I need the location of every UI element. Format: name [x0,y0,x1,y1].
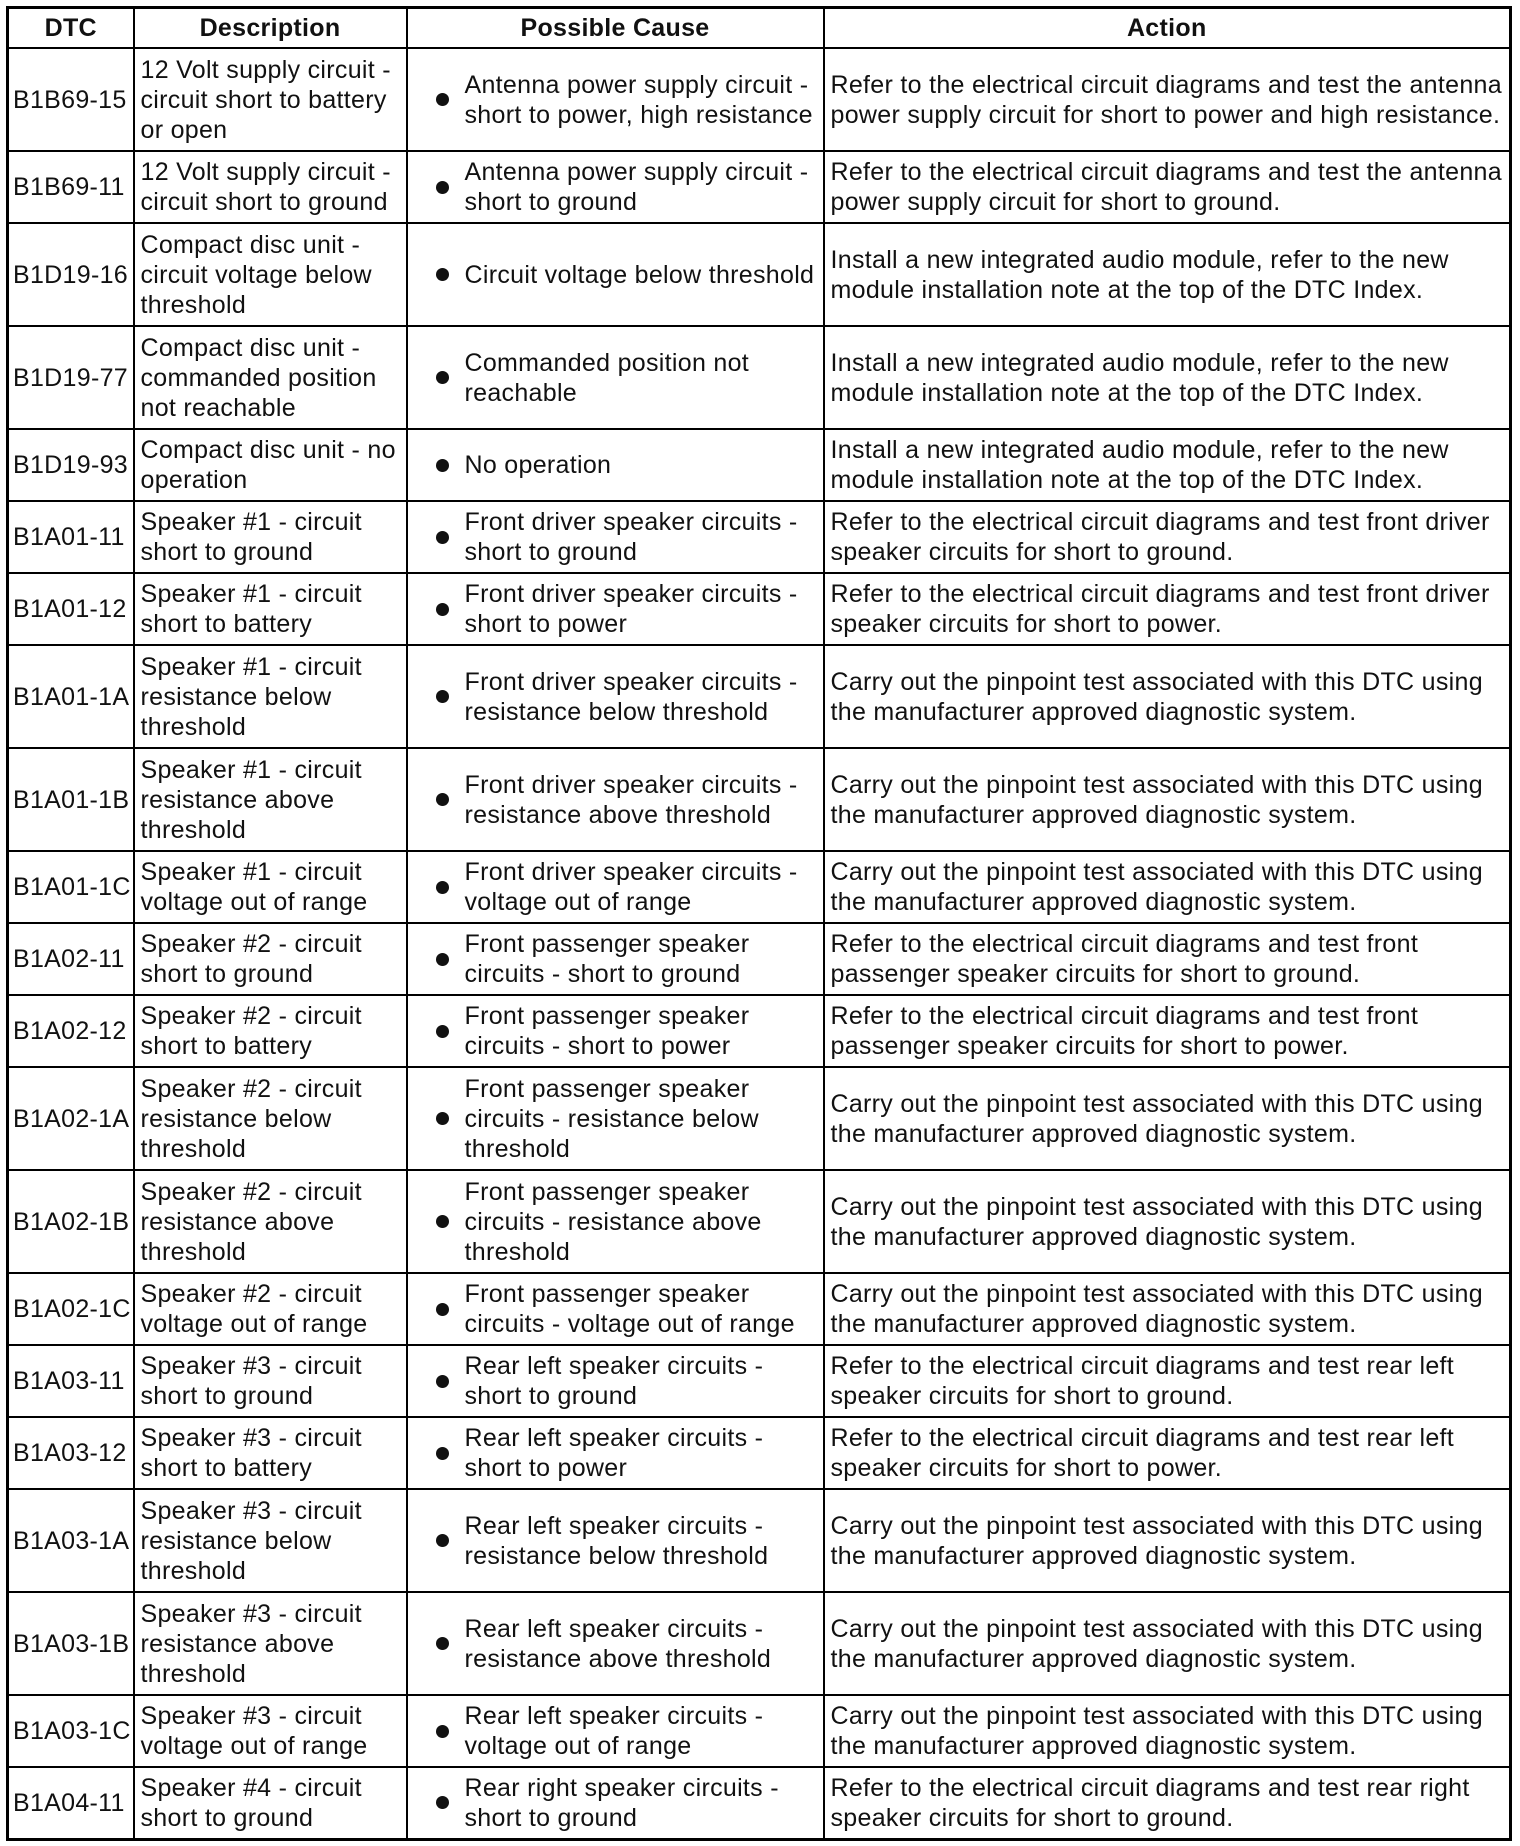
dtc-code: B1A01-12 [8,573,134,645]
action: Refer to the electrical circuit diagrams and test front driver speaker circuits for short to ground. [824,501,1511,573]
possible-cause-cell [407,923,824,995]
header-action: Action [824,8,1511,49]
dtc-description: Speaker #3 - circuit resistance below threshold [134,1489,407,1592]
header-dtc: DTC [8,8,134,49]
dtc-code: B1A03-11 [8,1345,134,1417]
possible-cause: Rear left speaker circuits - voltage out of range [464,1702,764,1760]
dtc-description: Speaker #2 - circuit short to battery [134,995,407,1067]
action: Refer to the electrical circuit diagrams and test rear left speaker circuits for short to ground. [824,1345,1511,1417]
possible-cause: Rear left speaker circuits - short to power [464,1424,764,1482]
possible-cause: Circuit voltage below threshold [464,260,815,289]
possible-cause: Front passenger speaker circuits - voltage out of range [464,1280,795,1338]
dtc-code: B1A02-11 [8,923,134,995]
possible-cause: Front driver speaker circuits - resistance below threshold [464,667,798,726]
cause-bullet-item [414,1423,817,1483]
dtc-description: 12 Volt supply circuit - circuit short to ground [134,151,407,223]
possible-cause-cell [407,645,824,748]
bullet-icon [436,953,449,966]
possible-cause: Front passenger speaker circuits - short to ground [464,930,750,988]
possible-cause-cell [407,1273,824,1345]
table-row [8,573,1511,645]
cause-bullet-item [414,1177,817,1267]
dtc-table [6,6,1512,1841]
bullet-icon [436,371,449,384]
possible-cause-cell [407,1067,824,1170]
cause-bullet-item [414,1773,817,1833]
dtc-description: Speaker #2 - circuit resistance below threshold [134,1067,407,1170]
cause-bullet-item [414,1001,817,1061]
table-row [8,429,1511,501]
bullet-icon [436,690,449,703]
table-row [8,1489,1511,1592]
cause-bullet-item [414,929,817,989]
dtc-code: B1A01-1A [8,645,134,748]
dtc-code: B1B69-11 [8,151,134,223]
action: Carry out the pinpoint test associated with this DTC using the manufacturer approved diagnostic system. [824,851,1511,923]
dtc-code: B1A03-1B [8,1592,134,1695]
action: Refer to the electrical circuit diagrams and test the antenna power supply circuit for short to power and high resistance. [824,48,1511,151]
possible-cause: Rear left speaker circuits - short to ground [464,1352,764,1410]
possible-cause-cell [407,1345,824,1417]
dtc-description: Speaker #4 - circuit short to ground [134,1767,407,1839]
dtc-code: B1D19-93 [8,429,134,501]
action: Install a new integrated audio module, refer to the new module installation note at the top of the DTC Index. [824,223,1511,326]
bullet-icon [436,1215,449,1228]
dtc-code: B1A01-1C [8,851,134,923]
cause-bullet-item [414,579,817,639]
possible-cause-cell [407,48,824,151]
table-row [8,995,1511,1067]
possible-cause-cell [407,1417,824,1489]
possible-cause-cell [407,1592,824,1695]
dtc-code: B1A02-12 [8,995,134,1067]
action: Refer to the electrical circuit diagrams and test front passenger speaker circuits for short to power. [824,995,1511,1067]
dtc-code: B1A03-1C [8,1695,134,1767]
dtc-code: B1B69-15 [8,48,134,151]
action: Refer to the electrical circuit diagrams and test front passenger speaker circuits for short to ground. [824,923,1511,995]
dtc-code: B1A01-1B [8,748,134,851]
possible-cause: Front passenger speaker circuits - short to power [464,1002,750,1060]
possible-cause-cell [407,223,824,326]
table-row [8,645,1511,748]
dtc-code: B1A02-1B [8,1170,134,1273]
action: Carry out the pinpoint test associated with this DTC using the manufacturer approved diagnostic system. [824,748,1511,851]
possible-cause-cell [407,151,824,223]
action: Refer to the electrical circuit diagrams and test front driver speaker circuits for short to power. [824,573,1511,645]
possible-cause-cell [407,851,824,923]
dtc-description: Speaker #1 - circuit resistance below threshold [134,645,407,748]
possible-cause-cell [407,573,824,645]
table-row [8,1417,1511,1489]
action: Carry out the pinpoint test associated with this DTC using the manufacturer approved diagnostic system. [824,1695,1511,1767]
table-row [8,501,1511,573]
bullet-icon [436,531,449,544]
bullet-icon [436,1025,449,1038]
dtc-description: 12 Volt supply circuit - circuit short to battery or open [134,48,407,151]
bullet-icon [436,1303,449,1316]
possible-cause: Rear left speaker circuits - resistance below threshold [464,1511,769,1570]
header-description: Description [134,8,407,49]
bullet-icon [436,459,449,472]
table-row [8,151,1511,223]
possible-cause: Front passenger speaker circuits - resistance above threshold [464,1177,762,1266]
cause-bullet-item [414,667,817,727]
cause-bullet-item [414,857,817,917]
dtc-description: Speaker #1 - circuit resistance above threshold [134,748,407,851]
cause-bullet-item [414,450,817,480]
cause-bullet-item [414,1511,817,1571]
action: Carry out the pinpoint test associated with this DTC using the manufacturer approved diagnostic system. [824,645,1511,748]
bullet-icon [436,1534,449,1547]
action: Refer to the electrical circuit diagrams and test the antenna power supply circuit for short to ground. [824,151,1511,223]
action: Refer to the electrical circuit diagrams and test rear left speaker circuits for short to power. [824,1417,1511,1489]
possible-cause: Antenna power supply circuit - short to power, high resistance [464,70,813,129]
table-row [8,223,1511,326]
table-header-row [8,8,1511,49]
dtc-description: Speaker #2 - circuit resistance above threshold [134,1170,407,1273]
dtc-description: Compact disc unit - circuit voltage below threshold [134,223,407,326]
action: Install a new integrated audio module, refer to the new module installation note at the top of the DTC Index. [824,326,1511,429]
header-possible-cause: Possible Cause [407,8,824,49]
dtc-description: Speaker #1 - circuit short to ground [134,501,407,573]
bullet-icon [436,1375,449,1388]
bullet-icon [436,603,449,616]
cause-bullet-item [414,157,817,217]
possible-cause-cell [407,1170,824,1273]
cause-bullet-item [414,1701,817,1761]
dtc-description: Speaker #1 - circuit short to battery [134,573,407,645]
dtc-code: B1A03-12 [8,1417,134,1489]
dtc-code: B1D19-77 [8,326,134,429]
dtc-description: Compact disc unit - no operation [134,429,407,501]
possible-cause-cell [407,501,824,573]
possible-cause: Antenna power supply circuit - short to ground [464,158,809,216]
possible-cause: Front passenger speaker circuits - resistance below threshold [464,1074,759,1163]
action: Carry out the pinpoint test associated with this DTC using the manufacturer approved diagnostic system. [824,1067,1511,1170]
dtc-description: Speaker #3 - circuit short to ground [134,1345,407,1417]
possible-cause-cell [407,1695,824,1767]
cause-bullet-item [414,770,817,830]
cause-bullet-item [414,348,817,408]
dtc-description: Speaker #3 - circuit short to battery [134,1417,407,1489]
dtc-code: B1A03-1A [8,1489,134,1592]
action: Carry out the pinpoint test associated with this DTC using the manufacturer approved diagnostic system. [824,1170,1511,1273]
possible-cause: No operation [464,451,612,479]
dtc-code: B1A01-11 [8,501,134,573]
bullet-icon [436,1796,449,1809]
table-row [8,1273,1511,1345]
cause-bullet-item [414,507,817,567]
table-row [8,1345,1511,1417]
cause-bullet-item [414,1351,817,1411]
dtc-description: Speaker #3 - circuit resistance above threshold [134,1592,407,1695]
bullet-icon [436,93,449,106]
possible-cause-cell [407,1767,824,1839]
possible-cause-cell [407,429,824,501]
action: Carry out the pinpoint test associated with this DTC using the manufacturer approved diagnostic system. [824,1273,1511,1345]
bullet-icon [436,181,449,194]
dtc-description: Speaker #1 - circuit voltage out of range [134,851,407,923]
bullet-icon [436,1112,449,1125]
table-body [8,48,1511,1839]
dtc-code: B1A04-11 [8,1767,134,1839]
possible-cause: Front driver speaker circuits - short to ground [464,508,798,566]
table-row [8,851,1511,923]
table-row [8,1695,1511,1767]
dtc-description: Speaker #2 - circuit voltage out of range [134,1273,407,1345]
bullet-icon [436,1637,449,1650]
possible-cause: Front driver speaker circuits - short to power [464,580,798,638]
possible-cause: Front driver speaker circuits - voltage out of range [464,858,798,916]
table-row [8,1767,1511,1839]
possible-cause: Commanded position not reachable [464,348,750,407]
possible-cause: Rear left speaker circuits - resistance above threshold [464,1614,772,1673]
possible-cause-cell [407,995,824,1067]
bullet-icon [436,268,449,281]
dtc-code: B1D19-16 [8,223,134,326]
dtc-code: B1A02-1C [8,1273,134,1345]
cause-bullet-item [414,1074,817,1164]
possible-cause: Front driver speaker circuits - resistance above threshold [464,770,798,829]
table-row [8,48,1511,151]
bullet-icon [436,793,449,806]
bullet-icon [436,1447,449,1460]
table-row [8,1067,1511,1170]
action: Install a new integrated audio module, refer to the new module installation note at the top of the DTC Index. [824,429,1511,501]
table-row [8,748,1511,851]
table-row [8,326,1511,429]
action: Carry out the pinpoint test associated with this DTC using the manufacturer approved diagnostic system. [824,1489,1511,1592]
possible-cause-cell [407,1489,824,1592]
dtc-description: Speaker #2 - circuit short to ground [134,923,407,995]
table-row [8,1170,1511,1273]
bullet-icon [436,1725,449,1738]
possible-cause-cell [407,326,824,429]
possible-cause-cell [407,748,824,851]
table-row [8,1592,1511,1695]
cause-bullet-item [414,1279,817,1339]
action: Refer to the electrical circuit diagrams and test rear right speaker circuits for short to ground. [824,1767,1511,1839]
dtc-code: B1A02-1A [8,1067,134,1170]
cause-bullet-item [414,1614,817,1674]
dtc-description: Compact disc unit - commanded position not reachable [134,326,407,429]
possible-cause: Rear right speaker circuits - short to ground [464,1773,779,1832]
table-row [8,923,1511,995]
cause-bullet-item [414,260,817,290]
dtc-description: Speaker #3 - circuit voltage out of range [134,1695,407,1767]
cause-bullet-item [414,70,817,130]
bullet-icon [436,881,449,894]
action: Carry out the pinpoint test associated with this DTC using the manufacturer approved diagnostic system. [824,1592,1511,1695]
